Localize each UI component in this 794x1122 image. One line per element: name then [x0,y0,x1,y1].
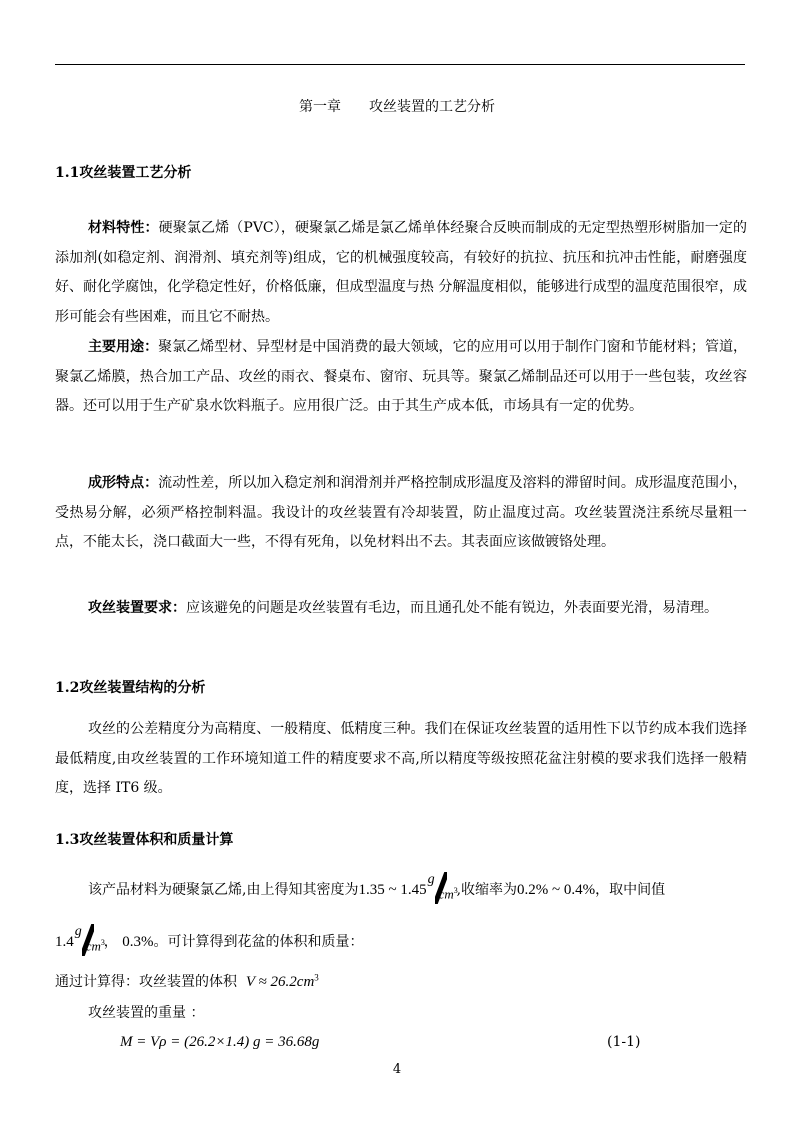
text-material: 硬聚氯乙烯（PVC），硬聚氯乙烯是氯乙烯单体经聚合反映而制成的无定型热塑形树脂加一定的添加剂(如稳定剂、润滑剂、填充剂等)组成，它的机械强度较高，有较好的抗拉、抗压和抗冲击性能，耐磨强度好、耐化学腐蚀，化学稳定性好，价格低廉，但成型温度与热 分解温度相似，能够进行成型的温度范围很窄，成形可能会有些困难，而且它不耐热。 [55,220,747,325]
text-usage: 聚氯乙烯型材、异型材是中国消费的最大领域，它的应用可以用于制作门窗和节能材料；管道，聚氯乙烯膜，热合加工产品、攻丝的雨衣、餐桌布、窗帘、玩具等。聚氯乙烯制品还可以用于一些包装，攻丝容器。还可以用于生产矿泉水饮料瓶子。应用很广泛。由于其生产成本低，市场具有一定的优势。 [55,339,747,414]
label-require: 攻丝装置要求： [88,600,186,616]
mid-shrink: 0.3% [122,934,154,950]
section-heading-1-2: 1.2攻丝装置结构的分析 [55,680,206,696]
unit-numerator-2: g [74,924,82,939]
paragraph-main-usage [55,333,747,422]
paragraph-structure-analysis: 攻丝的公差精度分为高精度、一般精度、低精度三种。我们在保证攻丝装置的适用性下以节约成本我们选择最低精度,由攻丝装置的工作环境知道工件的精度要求不高,所以精度等级按照花盆注射模的要求我们选择一般精度，选择 IT6 级。 [55,721,747,796]
volume-formula: V ≈ 26.2cm [245,974,315,990]
density-intro: 该产品材料为硬聚氯乙烯,由上得知其密度为 [88,882,359,898]
mid-value-tail: 。可计算得到花盆的体积和质量： [153,934,364,950]
weight-formula-text: M = Vρ = (26.2×1.4) g = 36.68g [120,1034,320,1050]
label-forming: 成形特点： [88,475,159,491]
chapter-name: 攻丝装置的工艺分析 [369,99,495,115]
chapter-number: 第一章 [299,99,341,115]
mid-density-unit-fraction [74,924,105,954]
weight-label: 攻丝装置的重量 ： [88,1005,205,1021]
paragraph-material-properties [55,214,747,332]
page-number: 4 [392,1062,402,1077]
density-range: 1.35 ~ 1.45 [358,882,427,898]
weight-formula [120,1034,319,1051]
density-unit-fraction [427,872,458,902]
paragraph-forming-features [55,469,747,558]
unit-numerator: g [427,872,435,887]
header-rule [55,64,745,65]
unit-denominator-2: $cm^3$ [85,938,105,954]
paragraph-device-requirements [55,594,747,624]
mid-value-line [55,924,364,954]
shrink-range: 0.2% ~ 0.4% [517,882,596,898]
mid-sep: ， [103,934,118,950]
volume-text: 通过计算得：攻丝装置的体积 [55,974,237,990]
section-heading-1-1: 1.1攻丝装置工艺分析 [55,165,192,181]
equation-number: (1-1) [607,1034,641,1050]
volume-exponent: 3 [314,972,319,983]
chapter-title [0,96,794,116]
section-heading-1-3: 1.3攻丝装置体积和质量计算 [55,832,234,848]
unit-denominator: $cm^3$ [438,886,458,902]
mid-density: 1.4 [55,934,74,950]
shrink-intro: ,收缩率为 [456,882,518,898]
label-usage: 主要用途： [88,339,159,355]
volume-line [55,971,319,991]
text-forming: 流动性差，所以加入稳定剂和润滑剂并严格控制成形温度及溶料的滞留时间。成形温度范围小，受热易分解，必须严格控制料温。我设计的攻丝装置有冷却装置，防止温度过高。攻丝装置浇注系统尽量粗一点，不能太长，浇口截面大一些，不得有死角，以免材料出不去。其表面应该做镀铬处理。 [55,475,747,550]
label-material: 材料特性： [88,220,159,236]
density-line [88,872,666,902]
mid-value-intro: ，取中间值 [595,882,666,898]
text-require: 应该避免的问题是攻丝装置有毛边，而且通孔处不能有锐边，外表面要光滑，易清理。 [186,600,718,616]
